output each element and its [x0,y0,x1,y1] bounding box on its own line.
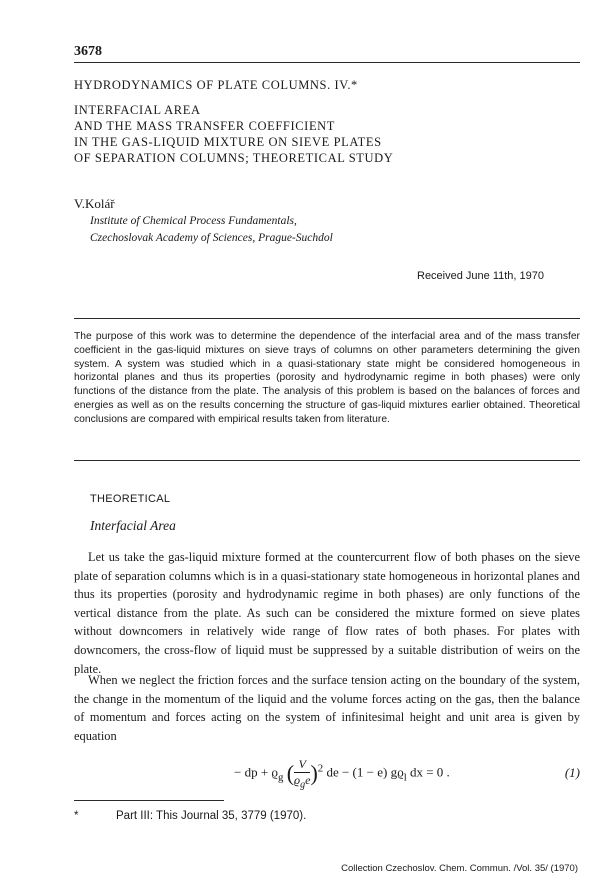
equation-end: dx = 0 . [409,764,450,780]
body-paragraph: Let us take the gas-liquid mixture formed at the countercurrent flow of both phases on the sieve plate of separation columns which is in a quasi-stationary state homogeneous in horizontal planes and thus its properties (porosity and hydrodynamic regime in both phases) are only functions of the vertical distance from the plate. As such can be considered the mixture formed on sieve plates without downcomers in relatively wide range of flow rates of both phases. For plates with downcomers, the cross-flow of liquid must be suppressed by a suitable distribution of weirs on the plate. [74,550,580,676]
equation-1 [74,757,580,797]
section-heading: THEORETICAL [90,493,171,505]
body-paragraph: When we neglect the friction forces and the surface tension acting on the boundary of the system, the change in the momentum of the liquid and the volume forces acting on the gas, then the balance of momentum and forces acting on the system of infinitesimal height and unit area is given by equation [74,673,580,743]
affiliation-line: Czechoslovak Academy of Sciences, Prague-Suchdol [90,232,333,244]
equation-fraction [294,757,310,790]
equation-tail-sub: l [403,771,407,784]
abstract-top-rule [74,318,580,319]
abstract: The purpose of this work was to determine the dependence of the interfacial area and of the mass transfer coefficient in the gas-liquid mixtures on sieve trays of columns on other parameters determining the given system. A system was studied which in a quasi-stationary state might be considered homogeneous in horizontal planes and thus its properties (porosity and hydrodynamic regime in both phases) were only functions of the distance from the plate. The analysis of this problem is based on the balances of forces and energies as well as on the results concerning the structure of gas-liquid mixtures earlier obtained. Theoretical conclusions are compared with empirical results taken from literature. [74,331,580,425]
equation-lead: − dp + ϱ [234,764,279,780]
equation-paren: ( [286,760,295,786]
denominator-tail: e [305,773,311,787]
main-title-line: INTERFACIAL AREA [74,103,201,117]
footnote-text: Part III: This Journal 35, 3779 (1970). [116,810,307,822]
page-number: 3678 [74,44,102,59]
subsection-heading: Interfacial Area [90,518,176,533]
equation-exponent: 2 [317,762,324,775]
title-block [74,78,544,166]
footnote-marker: * [74,810,79,822]
series-title: HYDRODYNAMICS OF PLATE COLUMNS. IV.* [74,78,358,92]
main-title-line: OF SEPARATION COLUMNS; THEORETICAL STUDY [74,151,394,165]
received-date: Received June 11th, 1970 [417,270,544,282]
equation-lead-sub: g [278,771,284,784]
equation-body [234,757,450,790]
affiliation-line: Institute of Chemical Process Fundamentals, [90,215,297,227]
fraction-numerator: V [294,757,310,773]
author-name: V.Kolář [74,196,115,211]
abstract-bottom-rule [74,460,580,461]
header-rule [74,62,580,63]
equation-tail: de − (1 − e) gϱ [326,764,404,780]
fraction-denominator [294,773,310,790]
main-title-line: IN THE GAS-LIQUID MIXTURE ON SIEVE PLATES [74,135,382,149]
journal-citation: Collection Czechoslov. Chem. Commun. /Vol. 35/ (1970) [341,863,578,874]
footnote [74,810,306,822]
equation-paren: ) [310,760,318,786]
footnote-rule [74,800,224,801]
main-title-line: AND THE MASS TRANSFER COEFFICIENT [74,119,336,133]
main-title [74,102,544,166]
equation-number: (1) [564,765,580,780]
denominator-symbol: ϱ [294,773,301,787]
denominator-sub: g [300,779,306,791]
